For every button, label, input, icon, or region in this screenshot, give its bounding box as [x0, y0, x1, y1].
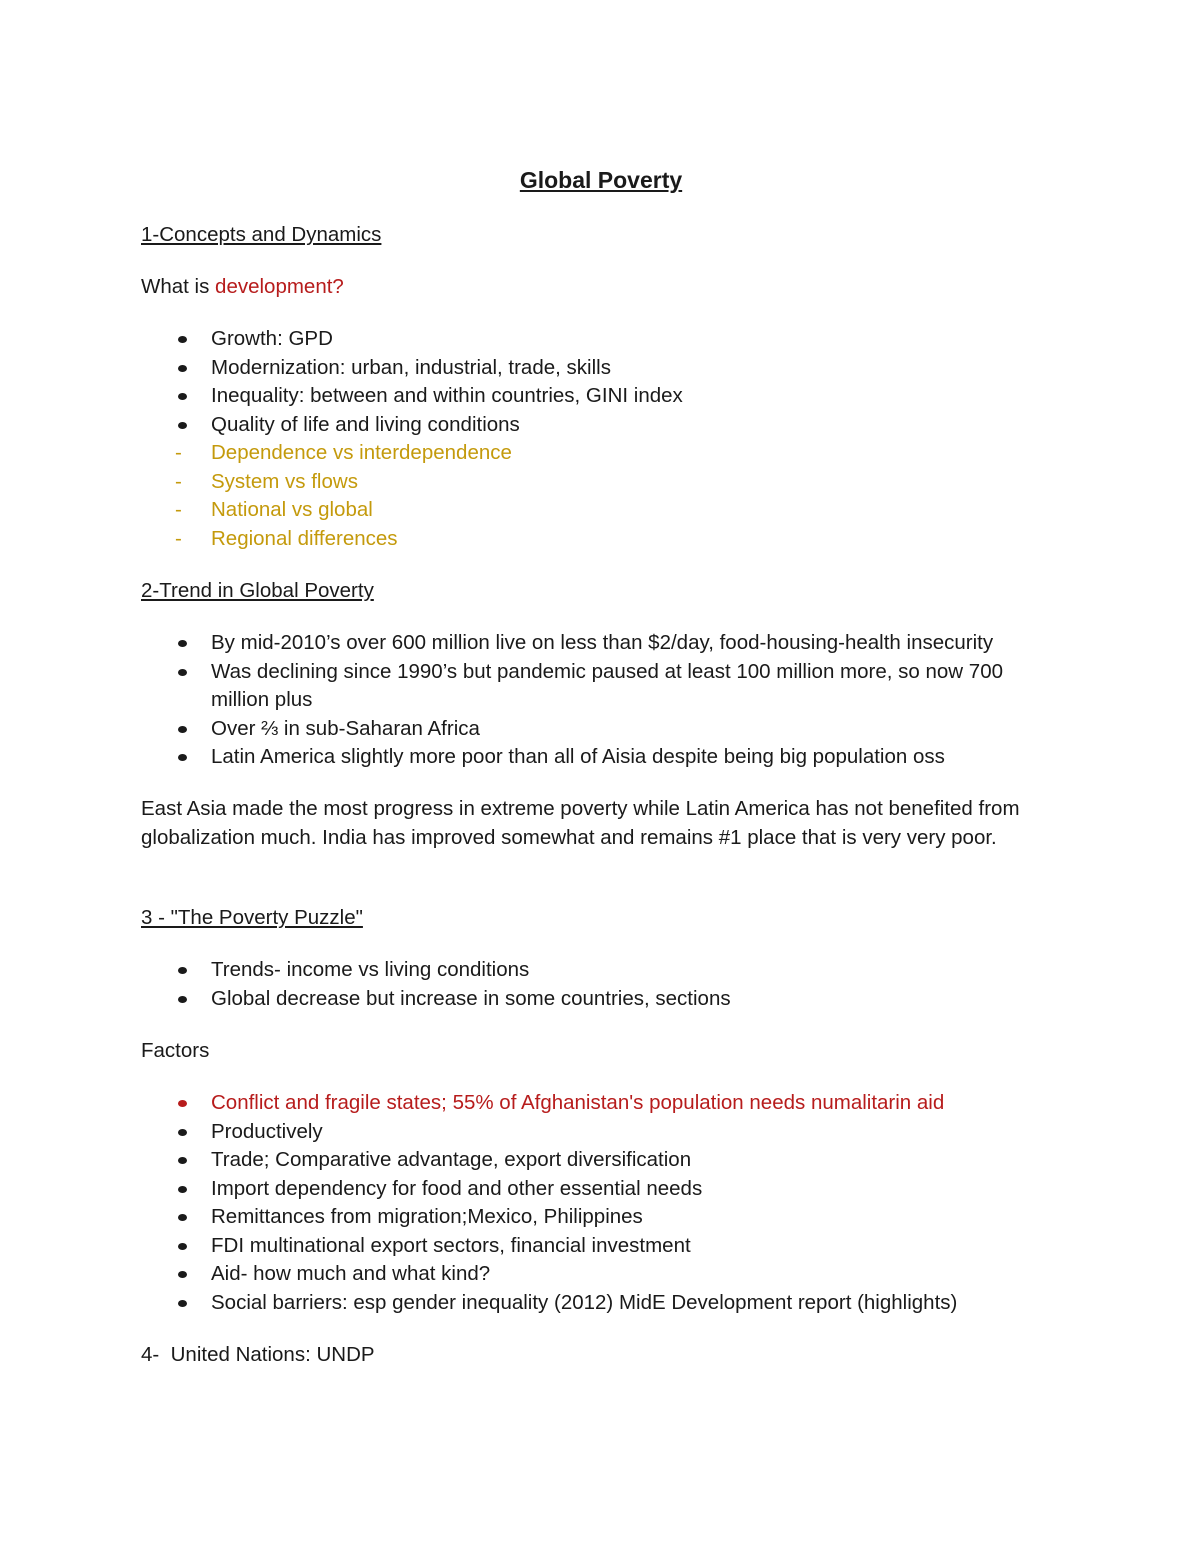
- factor-item: Import dependency for food and other essential needs: [141, 1175, 1061, 1204]
- factor-item: Social barriers: esp gender inequality (2012) MidE Development report (highlights): [141, 1289, 1061, 1318]
- section-3: [141, 904, 1061, 933]
- list-item: Growth: GPD: [141, 325, 1061, 354]
- factors-label: Factors: [141, 1039, 210, 1062]
- list-item: Modernization: urban, industrial, trade, skills: [141, 354, 1061, 383]
- dash-item: - National vs global: [141, 496, 1061, 525]
- section-4: [141, 1341, 1061, 1370]
- factor-item: FDI multinational export sectors, financial investment: [141, 1232, 1061, 1261]
- list-item: Latin America slightly more poor than all of Aisia despite being big population oss: [141, 743, 1061, 772]
- section-1-list: [141, 325, 1061, 553]
- section-2-paragraph-block: [141, 795, 1061, 852]
- question-highlight: development?: [215, 275, 344, 298]
- section-2-paragraph: East Asia made the most progress in extreme poverty while Latin America has not benefited from globalization much. India has improved somewhat and remains #1 place that is very very poor.: [141, 797, 1020, 849]
- section-2-list: [141, 629, 1061, 772]
- list-item: Trends- income vs living conditions: [141, 956, 1061, 985]
- list-item: Inequality: between and within countries, GINI index: [141, 382, 1061, 411]
- list-item: Quality of life and living conditions: [141, 411, 1061, 440]
- list-item: Global decrease but increase in some countries, sections: [141, 985, 1061, 1014]
- section-3-list: [141, 956, 1061, 1013]
- section-4-heading: 4- United Nations: UNDP: [141, 1343, 375, 1366]
- factor-item: Remittances from migration;Mexico, Philippines: [141, 1203, 1061, 1232]
- factor-item: Trade; Comparative advantage, export diversification: [141, 1146, 1061, 1175]
- factor-item: Aid- how much and what kind?: [141, 1260, 1061, 1289]
- dash-item: - System vs flows: [141, 468, 1061, 497]
- list-item: Over ⅔ in sub-Saharan Africa: [141, 715, 1061, 744]
- section-1: [141, 221, 1061, 250]
- question-prefix: What is: [141, 275, 216, 298]
- list-item: Was declining since 1990’s but pandemic paused at least 100 million more, so now 700 million plus: [141, 658, 1061, 715]
- page-title: Global Poverty: [519, 167, 683, 193]
- factor-item: Productively: [141, 1118, 1061, 1147]
- section-2: [141, 577, 1061, 606]
- dash-item: - Regional differences: [141, 525, 1061, 554]
- section-3-heading: 3 - "The Poverty Puzzle": [141, 906, 363, 929]
- factor-item-highlight: Conflict and fragile states; 55% of Afghanistan's population needs numalitarin aid: [141, 1089, 1061, 1118]
- dash-item: - Dependence vs interdependence: [141, 439, 1061, 468]
- factors-list: [141, 1089, 1061, 1317]
- factors-label-block: [141, 1037, 1061, 1066]
- section-2-heading: 2-Trend in Global Poverty: [141, 579, 374, 602]
- development-question: [141, 273, 1061, 302]
- list-item: By mid-2010’s over 600 million live on less than $2/day, food-housing-health insecurity: [141, 629, 1061, 658]
- section-1-heading: 1-Concepts and Dynamics: [141, 223, 382, 246]
